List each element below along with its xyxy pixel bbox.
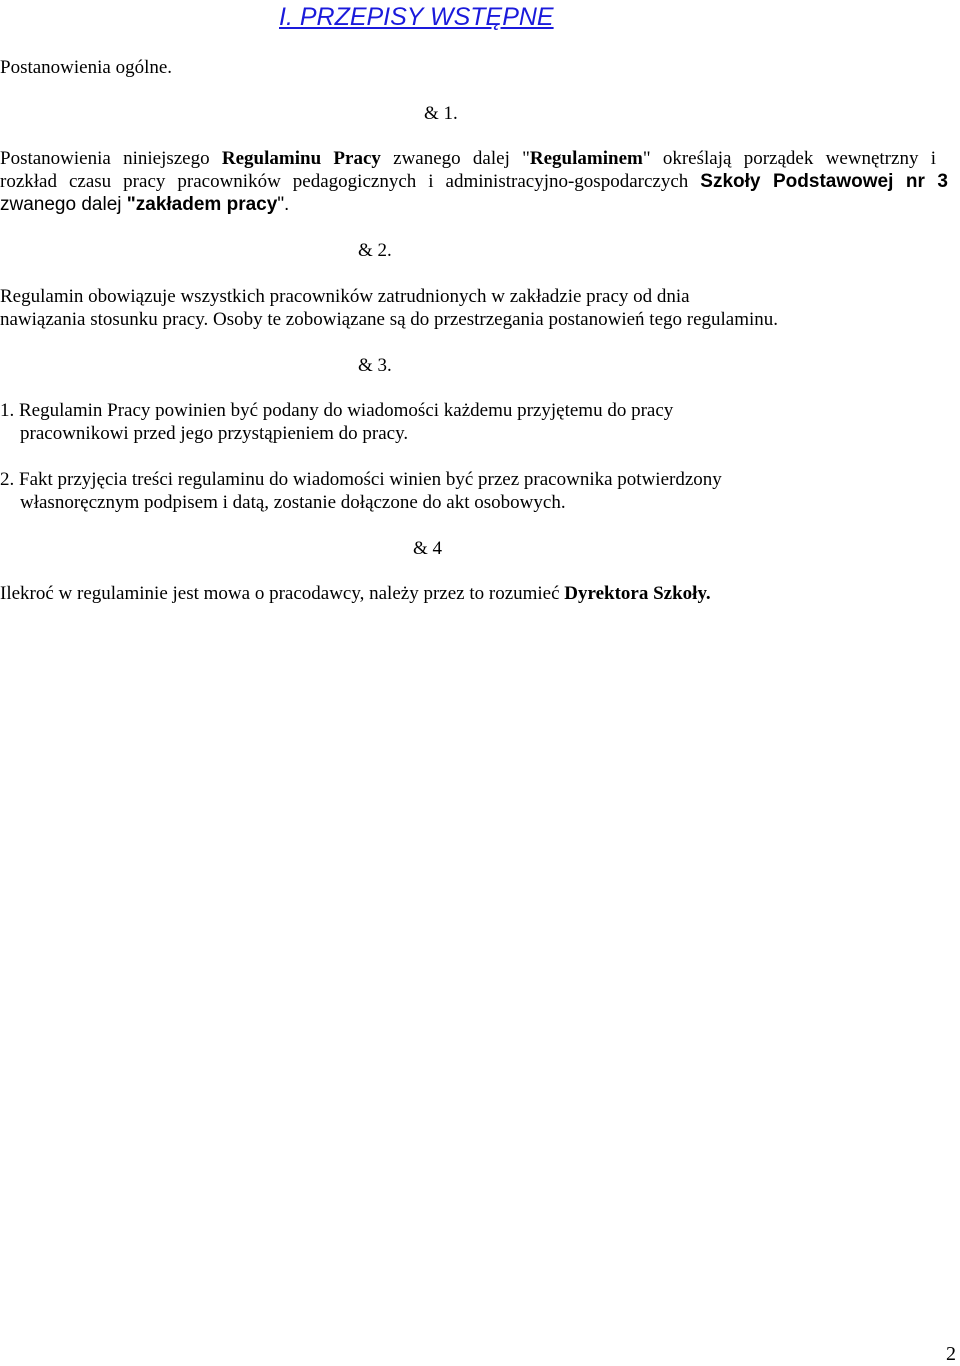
section-2-line-2: nawiązania stosunku pracy. Osoby te zobowiązane są do przestrzegania postanowień tego regulaminu. (0, 309, 779, 330)
section-1-line-1: Postanowienia niniejszego Regulaminu Pracy zwanego dalej "Regulaminem" określają porządek wewnętrzny i (0, 148, 936, 169)
section-mark-2: & 2. (358, 240, 392, 261)
section-mark-4: & 4 (413, 538, 443, 559)
section-mark-3: & 3. (358, 355, 392, 376)
section-4-line: Ilekroć w regulaminie jest mowa o pracodawcy, należy przez to rozumieć Dyrektora Szkoły. (0, 583, 711, 604)
section-1-line-2: rozkład czasu pracy pracowników pedagogicznych i administracyjno-gospodarczych Szkoły Podstawowej nr 3 (0, 171, 948, 192)
side-label: Postanowienia ogólne. (0, 57, 173, 78)
section-3-point-2-line-2: własnoręcznym podpisem i datą, zostanie dołączone do akt osobowych. (20, 492, 566, 513)
page-number: 2 (946, 1343, 956, 1365)
section-3-point-1-line-1: 1. Regulamin Pracy powinien być podany do wiadomości każdemu przyjętemu do pracy (0, 400, 674, 421)
section-3-point-1-line-2: pracownikowi przed jego przystąpieniem do pracy. (20, 423, 409, 444)
section-mark-1: & 1. (424, 103, 458, 124)
section-3-point-2-line-1: 2. Fakt przyjęcia treści regulaminu do wiadomości winien być przez pracownika potwierdzony (0, 469, 722, 490)
chapter-heading: I. PRZEPISY WSTĘPNE (279, 3, 554, 31)
section-2-line-1: Regulamin obowiązuje wszystkich pracowników zatrudnionych w zakładzie pracy od dnia (0, 286, 690, 307)
section-1-line-3: zwanego dalej "zakładem pracy". (0, 194, 290, 215)
